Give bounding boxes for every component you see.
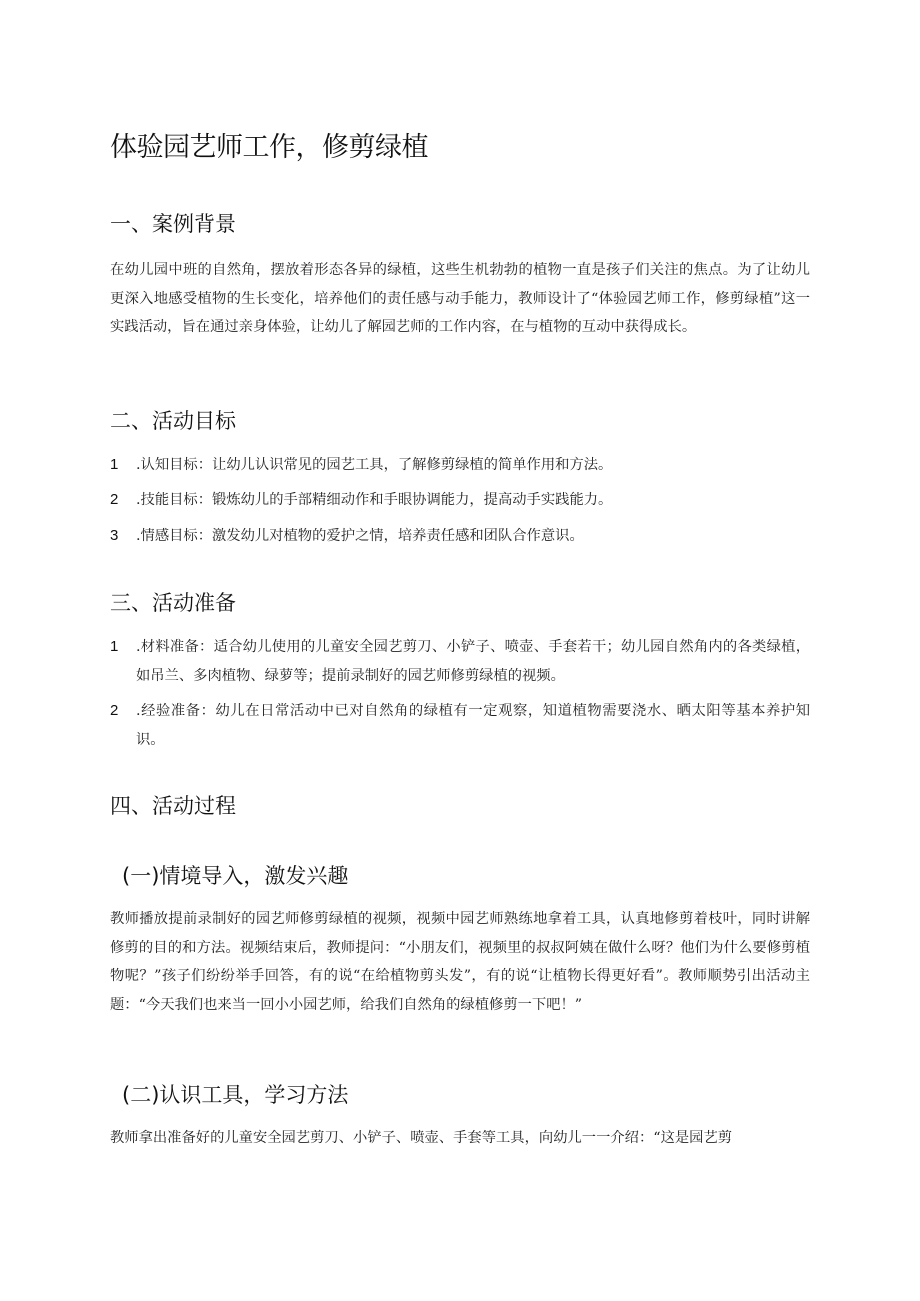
section-heading-preparation: 三、活动准备	[110, 591, 236, 615]
subsection-heading-intro: (一)情境导入，激发兴趣	[122, 864, 349, 888]
preparation-item-text: .经验准备：幼儿在日常活动中已对自然角的绿植有一定观察，知道植物需要浇水、晒太阳等基本养护知识。	[136, 703, 810, 748]
section-heading-goals: 二、活动目标	[110, 409, 236, 433]
goal-item-text: .情感目标：激发幼儿对植物的爱护之情，培养责任感和团队合作意识。	[136, 528, 584, 544]
intro-paragraph: 教师播放提前录制好的园艺师修剪绿植的视频，视频中园艺师熟练地拿着工具，认真地修剪着枝叶，同时讲解修剪的目的和方法。视频结束后，教师提问：“小朋友们，视频里的叔叔阿姨在做什么呀？他们为什么要修剪植物呢？”孩子们纷纷举手回答，有的说“在给植物剪头发”，有的说“让植物长得更好看”。教师顺势引出活动主题：“今天我们也来当一回小小园艺师，给我们自然角的绿植修剪一下吧！”	[110, 911, 810, 1013]
section-heading-background: 一、案例背景	[110, 212, 236, 236]
tools-paragraph: 教师拿出准备好的儿童安全园艺剪刀、小铲子、喷壶、手套等工具，向幼儿一一介绍：“这是园艺剪	[110, 1130, 733, 1146]
goal-item-number: 3	[110, 527, 119, 544]
section-heading-process: 四、活动过程	[110, 794, 236, 818]
preparation-item-2	[110, 697, 810, 754]
goal-item-text: .认知目标：让幼儿认识常见的园艺工具，了解修剪绿植的简单作用和方法。	[136, 457, 613, 473]
preparation-item-text: .材料准备：适合幼儿使用的儿童安全园艺剪刀、小铲子、喷壶、手套若干；幼儿园自然角内的各类绿植，如吊兰、多肉植物、绿萝等；提前录制好的园艺师修剪绿植的视频。	[136, 639, 810, 684]
subsection-heading-tools: (二)认识工具，学习方法	[122, 1083, 349, 1107]
goal-item-2	[110, 486, 810, 515]
background-paragraph: 在幼儿园中班的自然角，摆放着形态各异的绿植，这些生机勃勃的植物一直是孩子们关注的焦点。为了让幼儿更深入地感受植物的生长变化，培养他们的责任感与动手能力，教师设计了“体验园艺师工作，修剪绿植”这一实践活动，旨在通过亲身体验，让幼儿了解园艺师的工作内容，在与植物的互动中获得成长。	[110, 262, 810, 335]
preparation-item-1	[110, 633, 810, 690]
goal-item-text: .技能目标：锻炼幼儿的手部精细动作和手眼协调能力，提高动手实践能力。	[136, 492, 613, 508]
goal-item-1	[110, 451, 810, 480]
goal-item-number: 1	[110, 456, 119, 473]
preparation-item-number: 2	[110, 702, 119, 719]
goal-item-number: 2	[110, 491, 119, 508]
goal-item-3	[110, 522, 810, 551]
document-title: 体验园艺师工作，修剪绿植	[110, 132, 428, 163]
preparation-item-number: 1	[110, 638, 119, 655]
